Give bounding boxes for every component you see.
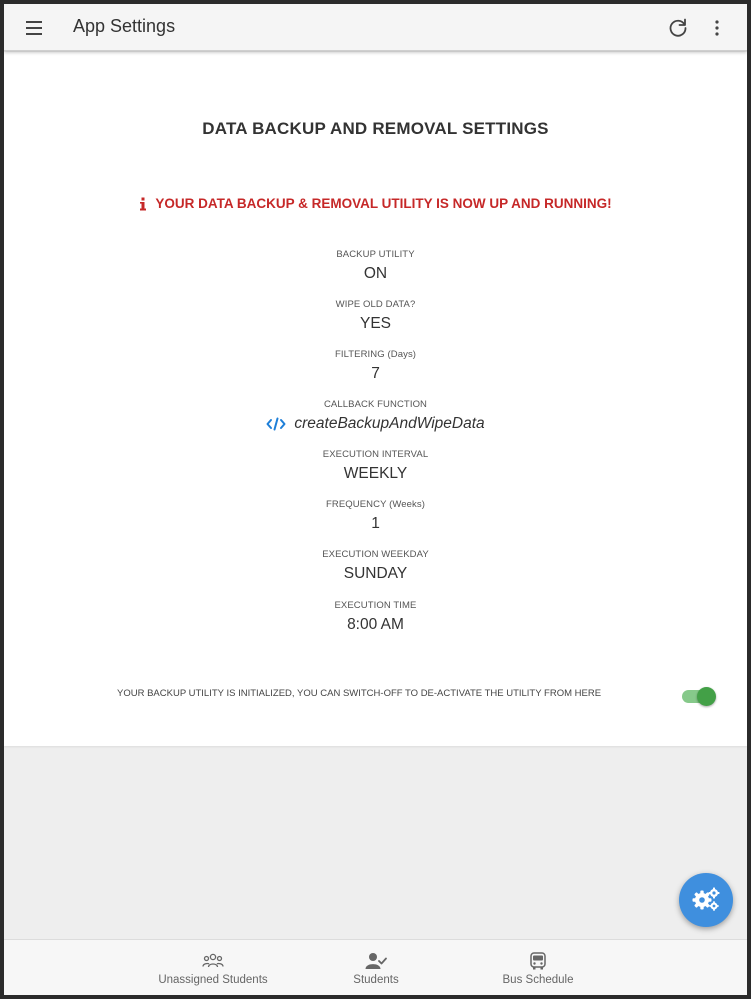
field-execution-time bbox=[4, 600, 747, 634]
code-icon bbox=[266, 417, 286, 431]
field-value: YES bbox=[359, 315, 391, 332]
nav-item-students[interactable] bbox=[336, 940, 416, 999]
cogs-icon bbox=[691, 886, 721, 915]
field-value: SUNDAY bbox=[343, 565, 408, 582]
bus-icon bbox=[527, 952, 549, 970]
settings-card bbox=[4, 52, 747, 746]
field-value: 1 bbox=[371, 515, 380, 532]
field-filtering-days bbox=[4, 349, 747, 383]
status-alert-text: YOUR DATA BACKUP & REMOVAL UTILITY IS NOW UP AND RUNNING! bbox=[155, 196, 612, 211]
more-vertical-icon[interactable] bbox=[709, 17, 725, 39]
nav-item-unassigned-students[interactable] bbox=[153, 940, 273, 999]
nav-item-bus-schedule[interactable] bbox=[488, 940, 588, 999]
nav-label: Bus Schedule bbox=[502, 974, 574, 986]
field-label: WIPE OLD DATA? bbox=[335, 299, 416, 310]
app-bar bbox=[4, 4, 747, 51]
field-label: BACKUP UTILITY bbox=[336, 249, 415, 260]
field-label: CALLBACK FUNCTION bbox=[323, 399, 428, 410]
group-icon bbox=[202, 952, 224, 970]
toggle-thumb bbox=[697, 687, 716, 706]
field-label: EXECUTION WEEKDAY bbox=[322, 549, 429, 560]
field-value: ON bbox=[363, 265, 388, 282]
field-label: FILTERING (Days) bbox=[334, 349, 417, 360]
field-label: EXECUTION TIME bbox=[334, 600, 417, 611]
nav-label: Unassigned Students bbox=[158, 974, 268, 986]
field-callback-function bbox=[4, 399, 747, 436]
user-check-icon bbox=[365, 952, 387, 970]
field-label: EXECUTION INTERVAL bbox=[322, 449, 429, 460]
info-icon bbox=[139, 197, 147, 211]
field-execution-weekday bbox=[4, 549, 747, 583]
field-value: WEEKLY bbox=[343, 465, 408, 482]
toggle-description: YOUR BACKUP UTILITY IS INITIALIZED, YOU CAN SWITCH-OFF TO DE-ACTIVATE THE UTILITY FROM HERE bbox=[117, 688, 602, 699]
refresh-icon[interactable] bbox=[666, 16, 690, 40]
bottom-navigation bbox=[4, 939, 747, 999]
utility-toggle-row bbox=[4, 686, 747, 706]
field-value bbox=[266, 415, 484, 433]
field-wipe-old-data bbox=[4, 299, 747, 333]
nav-label: Students bbox=[353, 974, 399, 986]
app-title: App Settings bbox=[73, 16, 176, 36]
settings-title: DATA BACKUP AND REMOVAL SETTINGS bbox=[202, 119, 549, 138]
settings-fab-button[interactable] bbox=[679, 873, 733, 927]
field-backup-utility bbox=[4, 249, 747, 283]
status-alert bbox=[4, 196, 747, 211]
hamburger-menu-icon[interactable] bbox=[24, 18, 46, 38]
backup-utility-toggle[interactable] bbox=[680, 686, 716, 706]
callback-function-name: createBackupAndWipeData bbox=[294, 415, 485, 432]
field-label: FREQUENCY (Weeks) bbox=[325, 499, 425, 510]
field-execution-interval bbox=[4, 449, 747, 483]
field-value: 7 bbox=[371, 365, 380, 382]
field-frequency-weeks bbox=[4, 499, 747, 533]
field-value: 8:00 AM bbox=[347, 616, 404, 633]
